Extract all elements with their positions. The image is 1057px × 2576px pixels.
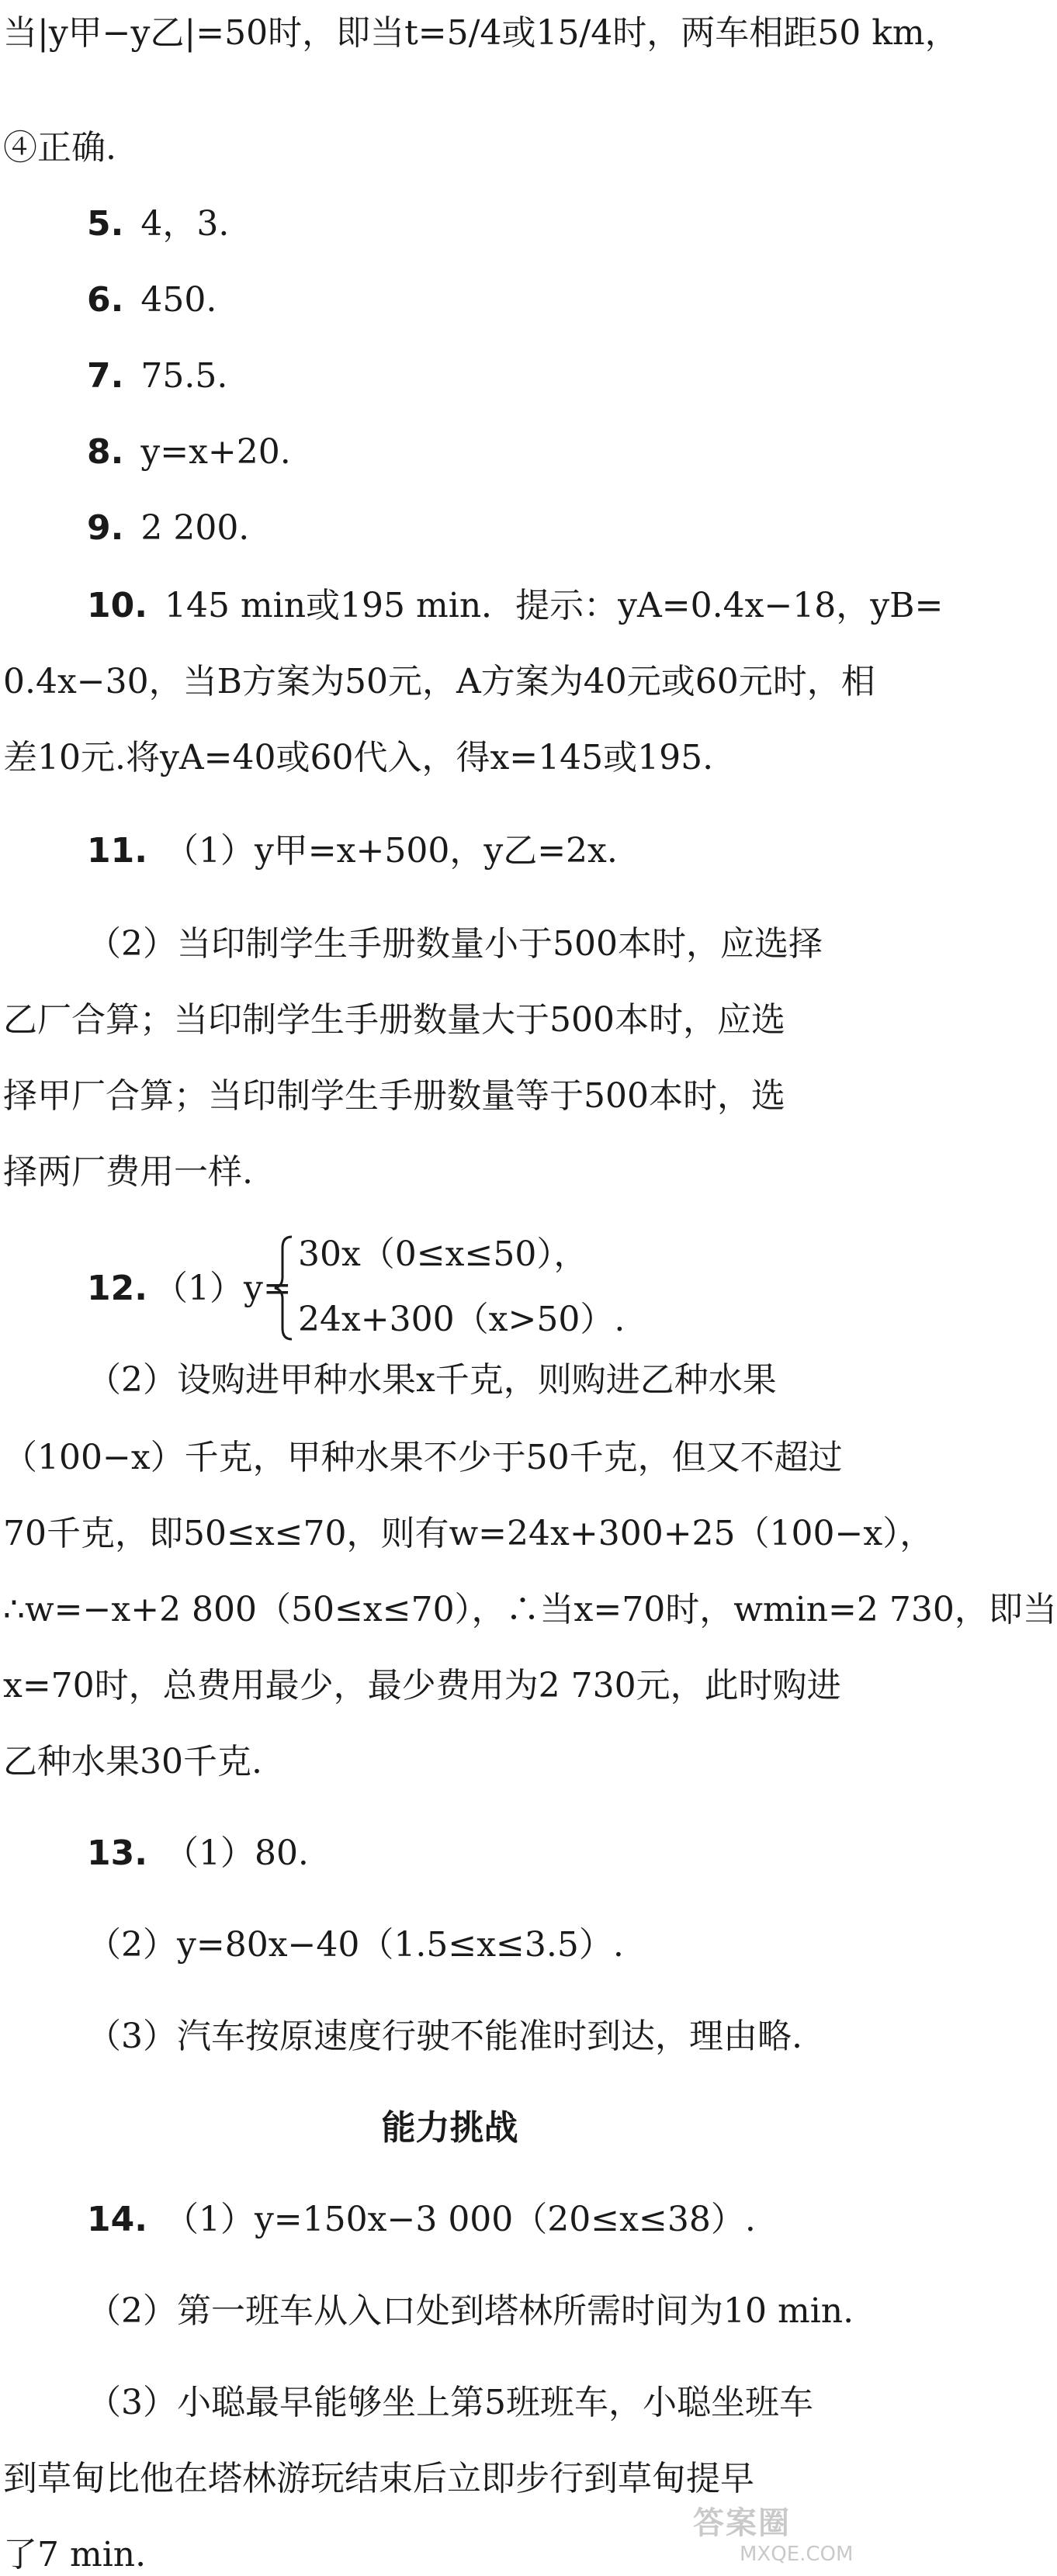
line-text: 择两厂费用一样. (3, 1152, 253, 1192)
line-text: 差10元.将yA=40或60代入，得x=145或195. (3, 738, 714, 777)
answer-line-l18 (0, 1513, 934, 1555)
line-text: （2）y=80x−40（1.5≤x≤3.5）. (87, 1925, 624, 1965)
line-text: （3）汽车按原速度行驶不能准时到达，理由略. (87, 2017, 802, 2056)
answer-line-l28 (0, 2382, 899, 2424)
item-number: 9. (87, 508, 124, 548)
line-text: （1）80. (164, 1833, 309, 1873)
answer-line-l24 (0, 2016, 899, 2058)
line-text: 145 min或195 min．提示：yA=0.4x−18，yB= (164, 586, 944, 625)
answer-line-l3 (0, 203, 899, 245)
answer-line-l27 (0, 2290, 899, 2332)
line-text: 450. (140, 280, 217, 320)
line-text: （1）y甲=x+500，y乙=2x. (164, 831, 618, 871)
item-12-case-1: 30x（0≤x≤50）， (298, 1234, 588, 1274)
answer-line-l20 (0, 1665, 899, 1707)
line-text: （2）当印制学生手册数量小于500本时，应选择 (87, 924, 823, 964)
line-text: （2）第一班车从入口处到塔林所需时间为10 min. (87, 2291, 854, 2331)
item-number: 6. (87, 280, 124, 320)
line-text: ∴w=−x+2 800（50≤x≤70），∴当x=70时，wmin=2 730，即当 (3, 1590, 1057, 1629)
answer-line-l23 (0, 1924, 899, 1966)
line-text: 75.5. (140, 356, 228, 396)
line-text: （2）设购进甲种水果x千克，则购进乙种水果 (87, 1360, 777, 1400)
left-brace-icon (272, 1234, 295, 1342)
watermark (693, 2498, 895, 2566)
watermark-logo: 答案圈 (693, 2505, 791, 2541)
answer-line-l5 (0, 355, 899, 397)
item-number: 14. (87, 2200, 147, 2239)
answer-line-l11 (0, 830, 899, 872)
line-text: 了7 min. (3, 2535, 147, 2574)
answer-line-l6 (0, 431, 899, 473)
answer-line-l1 (0, 12, 959, 54)
line-text: 2 200. (140, 508, 250, 548)
answer-line-l16 (0, 1359, 899, 1401)
item-number: 7. (87, 356, 124, 396)
line-text: x=70时，总费用最少，最少费用为2 730元，此时购进 (3, 1666, 841, 1705)
answer-line-l15 (0, 1151, 899, 1193)
line-text: 乙厂合算；当印制学生手册数量大于500本时，应选 (3, 1000, 785, 1040)
line-text: y=x+20. (140, 432, 291, 472)
line-text: 择甲厂合算；当印制学生手册数量等于500本时，选 (3, 1076, 785, 1116)
line-text: 当|y甲−y乙|=50时，即当t=5/4或15/4时，两车相距50 km， (3, 13, 959, 53)
item-number: 8. (87, 432, 124, 472)
answer-line-l9 (0, 661, 899, 703)
item-number: 11. (87, 831, 147, 871)
answer-line-l21 (0, 1741, 899, 1783)
item-number: 10. (87, 586, 147, 625)
answer-line-l13 (0, 999, 899, 1041)
answer-line-l22 (0, 1833, 899, 1875)
answer-line-l26 (0, 2199, 899, 2241)
answer-line-l12 (0, 923, 899, 965)
watermark-url: MXQE.COM (740, 2543, 854, 2566)
line-text: （3）小聪最早能够坐上第5班班车，小聪坐班车 (87, 2383, 813, 2422)
line-text: （1）y=150x−3 000（20≤x≤38）. (164, 2200, 756, 2239)
item-12-case-2: 24x+300（x>50）. (298, 1300, 626, 1339)
answer-line-l14 (0, 1075, 899, 1117)
answer-line-l17 (0, 1437, 899, 1479)
answer-line-l29 (0, 2458, 899, 2500)
line-text: ④正确. (3, 128, 116, 168)
answer-line-l8 (0, 585, 944, 627)
line-text: 70千克，即50≤x≤70，则有w=24x+300+25（100−x）， (3, 1514, 934, 1553)
item-number: 13. (87, 1833, 147, 1873)
line-text: 到草甸比他在塔林游玩结束后立即步行到草甸提早 (3, 2459, 754, 2498)
item-12 (87, 1234, 863, 1342)
item-12-prefix: （1）y= (154, 1269, 292, 1308)
answer-line-l10 (0, 737, 899, 779)
answer-line-l19 (0, 1589, 1057, 1631)
answer-line-l7 (0, 507, 899, 549)
line-text: 乙种水果30千克. (3, 1742, 262, 1781)
item-number: 5. (87, 204, 124, 244)
item-12-number: 12. (87, 1269, 147, 1308)
line-text: （100−x）千克，甲种水果不少于50千克，但又不超过 (3, 1438, 843, 1477)
line-text: 0.4x−30，当B方案为50元，A方案为40元或60元时，相 (3, 662, 875, 701)
line-text: 4，3. (140, 204, 230, 244)
section-heading: 能力挑战 (381, 2108, 518, 2148)
answer-line-l4 (0, 279, 899, 321)
answer-line-l2 (0, 127, 899, 169)
